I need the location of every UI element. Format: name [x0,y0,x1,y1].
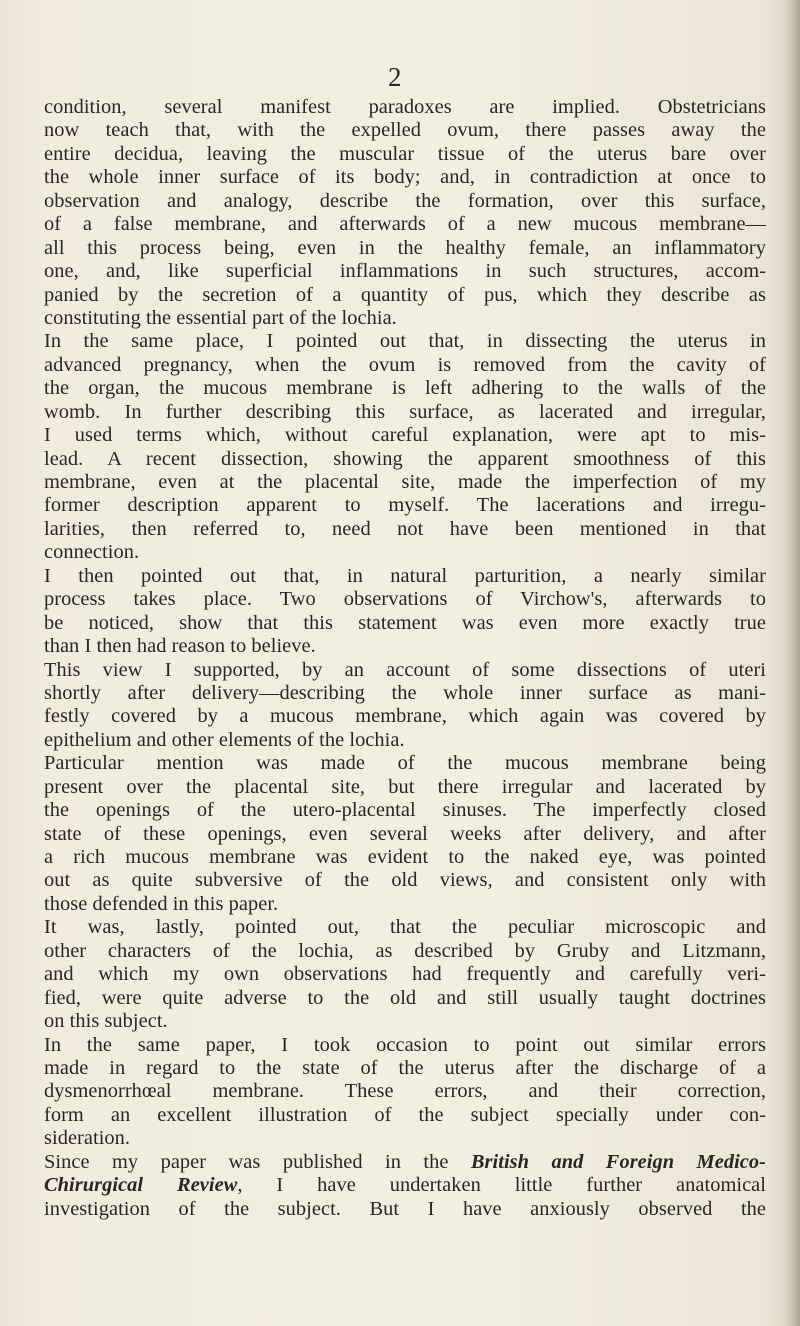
journal-title: British and Foreign Medico- [470,1150,766,1173]
text-line [44,1151,766,1174]
text-line: now teach that, with the expelled ovum, there passes away the [44,119,766,142]
text-line: I used terms which, without careful explanation, were apt to mis- [44,424,766,447]
text-line: membrane, even at the placental site, made the imperfection of my [44,471,766,493]
text-line: be noticed, show that this statement was even more exactly true [44,611,766,634]
text-line: form an excellent illustration of the subject specially under con- [44,1103,766,1126]
line-text: Since my paper was published in the [44,1150,471,1173]
text-line: dysmenorrhœal membrane. These errors, and their correction, [44,1080,766,1103]
text-line: womb. In further describing this surface, as lacerated and irregular, [44,400,766,423]
text-line: observation and analogy, describe the formation, over this surface, [44,189,766,212]
text-line: lead. A recent dissection, showing the apparent smoothness of this [44,447,766,470]
journal-title: Chirurgical Review [44,1174,238,1197]
text-line: connection. [44,541,140,564]
page-number: 2 [388,62,402,92]
page-edge-shadow [782,0,800,1326]
text-line: the organ, the mucous membrane is left adhering to the walls of the [44,377,766,400]
line-text: , I have undertaken little further anatomical [237,1174,766,1197]
text-line: former description apparent to myself. The lacerations and irregu- [44,494,766,517]
text-line: panied by the secretion of a quantity of pus, which they describe as [44,283,766,306]
text-line: constituting the essential part of the lochia. [44,306,397,329]
text-line: I then pointed out that, in natural parturition, a nearly similar [44,564,766,587]
text-line: larities, then referred to, need not have been mentioned in that [44,517,766,540]
text-line: investigation of the subject. But I have anxiously observed the [44,1197,766,1220]
text-line: those defended in this paper. [44,892,279,915]
text-line: festly covered by a mucous membrane, which again was covered by [44,705,766,728]
text-line: This view I supported, by an account of some dissections of uteri [44,658,766,681]
text-line: shortly after delivery—describing the whole inner surface as mani- [44,681,766,704]
text-line: state of these openings, even several weeks after delivery, and after [44,822,766,845]
text-line: In the same place, I pointed out that, in dissecting the uterus in [44,330,766,353]
text-line: a rich mucous membrane was evident to the naked eye, was pointed [44,846,766,868]
text-line: than I then had reason to believe. [44,635,316,658]
text-line: made in regard to the state of the uterus after the discharge of a [44,1056,766,1079]
text-line: and which my own observations had frequently and carefully veri- [44,963,766,986]
text-line: fied, were quite adverse to the old and still usually taught doctrines [44,986,766,1009]
text-line: of a false membrane, and afterwards of a new mucous membrane— [44,213,766,236]
text-line: advanced pregnancy, when the ovum is removed from the cavity of [44,353,766,376]
text-line: It was, lastly, pointed out, that the peculiar microscopic and [44,916,766,939]
text-line: present over the placental site, but there irregular and lacerated by [44,775,766,798]
text-line: In the same paper, I took occasion to point out similar errors [44,1033,766,1056]
body-text [44,96,766,1221]
text-line: sideration. [44,1127,131,1150]
text-line: the whole inner surface of its body; and, in contradiction at once to [44,166,766,189]
text-line: process takes place. Two observations of Virchow's, afterwards to [44,588,766,611]
text-line: condition, several manifest paradoxes are implied. Obstetricians [44,96,766,118]
text-line: entire decidua, leaving the muscular tissue of the uterus bare over [44,142,766,165]
text-line: one, and, like superficial inflammations in such structures, accom- [44,260,766,283]
text-line: on this subject. [44,1010,168,1033]
text-line [44,1174,766,1197]
text-line: all this process being, even in the healthy female, an inflammatory [44,236,766,259]
text-line: the openings of the utero-placental sinuses. The imperfectly closed [44,799,766,822]
text-line: epithelium and other elements of the lochia. [44,728,405,751]
text-line: Particular mention was made of the mucous membrane being [44,752,766,775]
text-line: other characters of the lochia, as described by Gruby and Litzmann, [44,939,766,962]
text-line: out as quite subversive of the old views, and consistent only with [44,869,766,892]
